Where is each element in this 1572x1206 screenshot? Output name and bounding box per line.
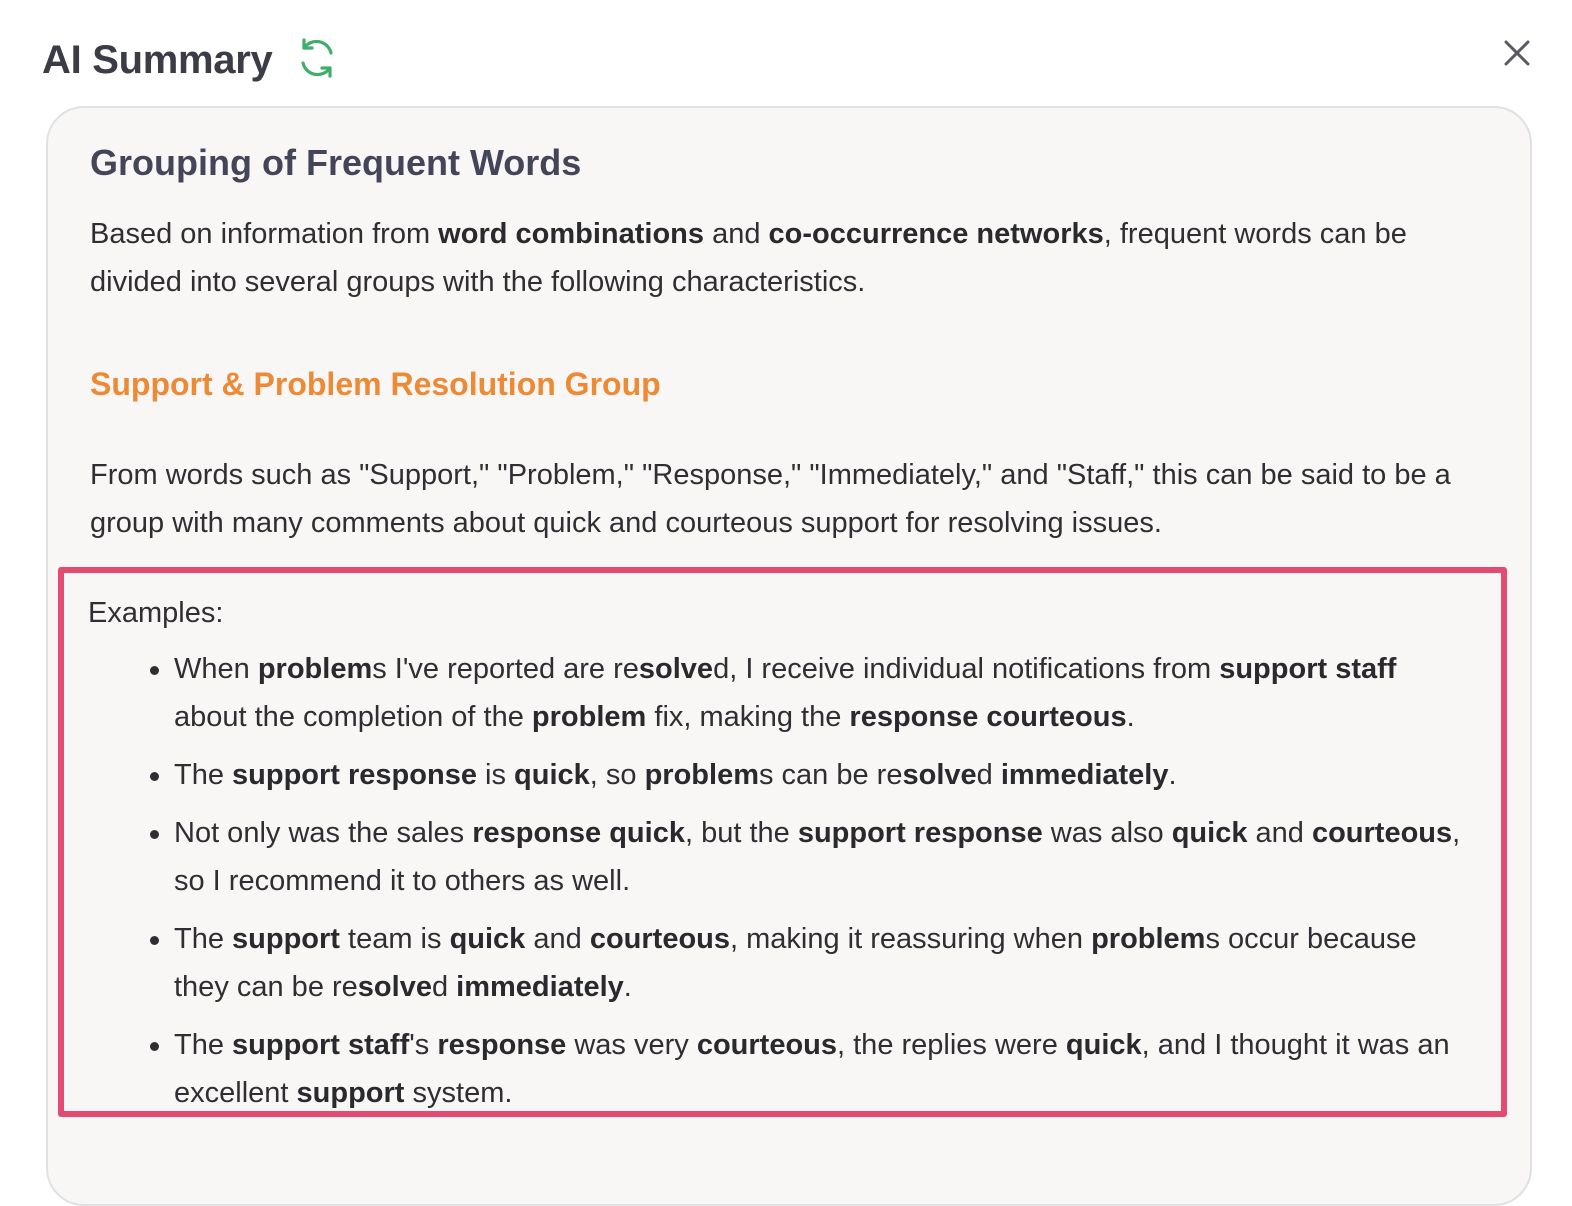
intro-paragraph: Based on information from word combinations and co-occurrence networks, frequent words can be divided into several groups with the following characteristics. [90, 218, 1407, 298]
keyword-highlight: problem [1091, 923, 1206, 955]
keyword-highlight: problem [644, 759, 759, 791]
keyword-highlight: solve [902, 759, 977, 791]
keyword-highlight: immediately [1000, 759, 1169, 791]
example-item: Not only was the sales response quick, but the support response was also quick and courteous, so I recommend it to others as well. [174, 809, 1474, 905]
keyword-highlight: quick [449, 923, 526, 955]
keyword-highlight: support [296, 1077, 405, 1109]
refresh-icon [295, 36, 339, 85]
keyword-highlight: response quick [472, 817, 685, 849]
keyword-highlight: quick [514, 759, 590, 791]
keyword-highlight: quick [1171, 817, 1248, 849]
keyword-highlight: immediately [456, 971, 624, 1003]
close-icon [1502, 38, 1532, 73]
keyword-highlight: solve [638, 653, 714, 685]
examples-list [174, 645, 1474, 1127]
keyword-highlight: courteous [696, 1029, 838, 1061]
example-item: The support team is quick and courteous, making it reassuring when problems occur because they can be resolved immediately. [174, 915, 1474, 1011]
examples-label: Examples: [88, 597, 224, 629]
keyword-highlight: support staff [232, 1029, 410, 1061]
keyword-highlight: support response [232, 759, 477, 791]
summary-content [90, 138, 1490, 547]
panel-title: AI Summary [42, 37, 273, 82]
keyword-highlight: courteous [1311, 817, 1453, 849]
keyword-highlight: quick [1065, 1029, 1142, 1061]
group-description: From words such as "Support," "Problem," "Response," "Immediately," and "Staff," this can be said to be a group with many comments about quick and courteous support for resolving issues. [90, 459, 1451, 539]
keyword-highlight: support [232, 923, 340, 955]
keyword-highlight: problem [531, 701, 647, 733]
close-button[interactable] [1500, 38, 1534, 72]
keyword-highlight: response courteous [849, 701, 1127, 733]
examples-highlight-box [58, 567, 1507, 1117]
example-item: When problems I've reported are resolved, I receive individual notifications from support staff about the completion of the problem fix, making the response courteous. [174, 645, 1474, 741]
keyword-highlight: support staff [1219, 653, 1397, 685]
keyword-highlight: problem [257, 653, 373, 685]
group-title: Support & Problem Resolution Group [90, 366, 661, 402]
keyword-highlight: word combinations [438, 218, 705, 250]
keyword-highlight: co-occurrence networks [768, 218, 1104, 250]
section-title: Grouping of Frequent Words [90, 142, 582, 183]
panel-header [42, 30, 340, 90]
keyword-highlight: support response [797, 817, 1043, 849]
example-item: The support staff's response was very courteous, the replies were quick, and I thought it was an excellent support system. [174, 1021, 1474, 1117]
refresh-button[interactable] [294, 37, 340, 83]
keyword-highlight: courteous [589, 923, 730, 955]
example-item: The support response is quick, so problems can be resolved immediately. [174, 751, 1474, 799]
keyword-highlight: solve [357, 971, 432, 1003]
keyword-highlight: response [437, 1029, 567, 1061]
